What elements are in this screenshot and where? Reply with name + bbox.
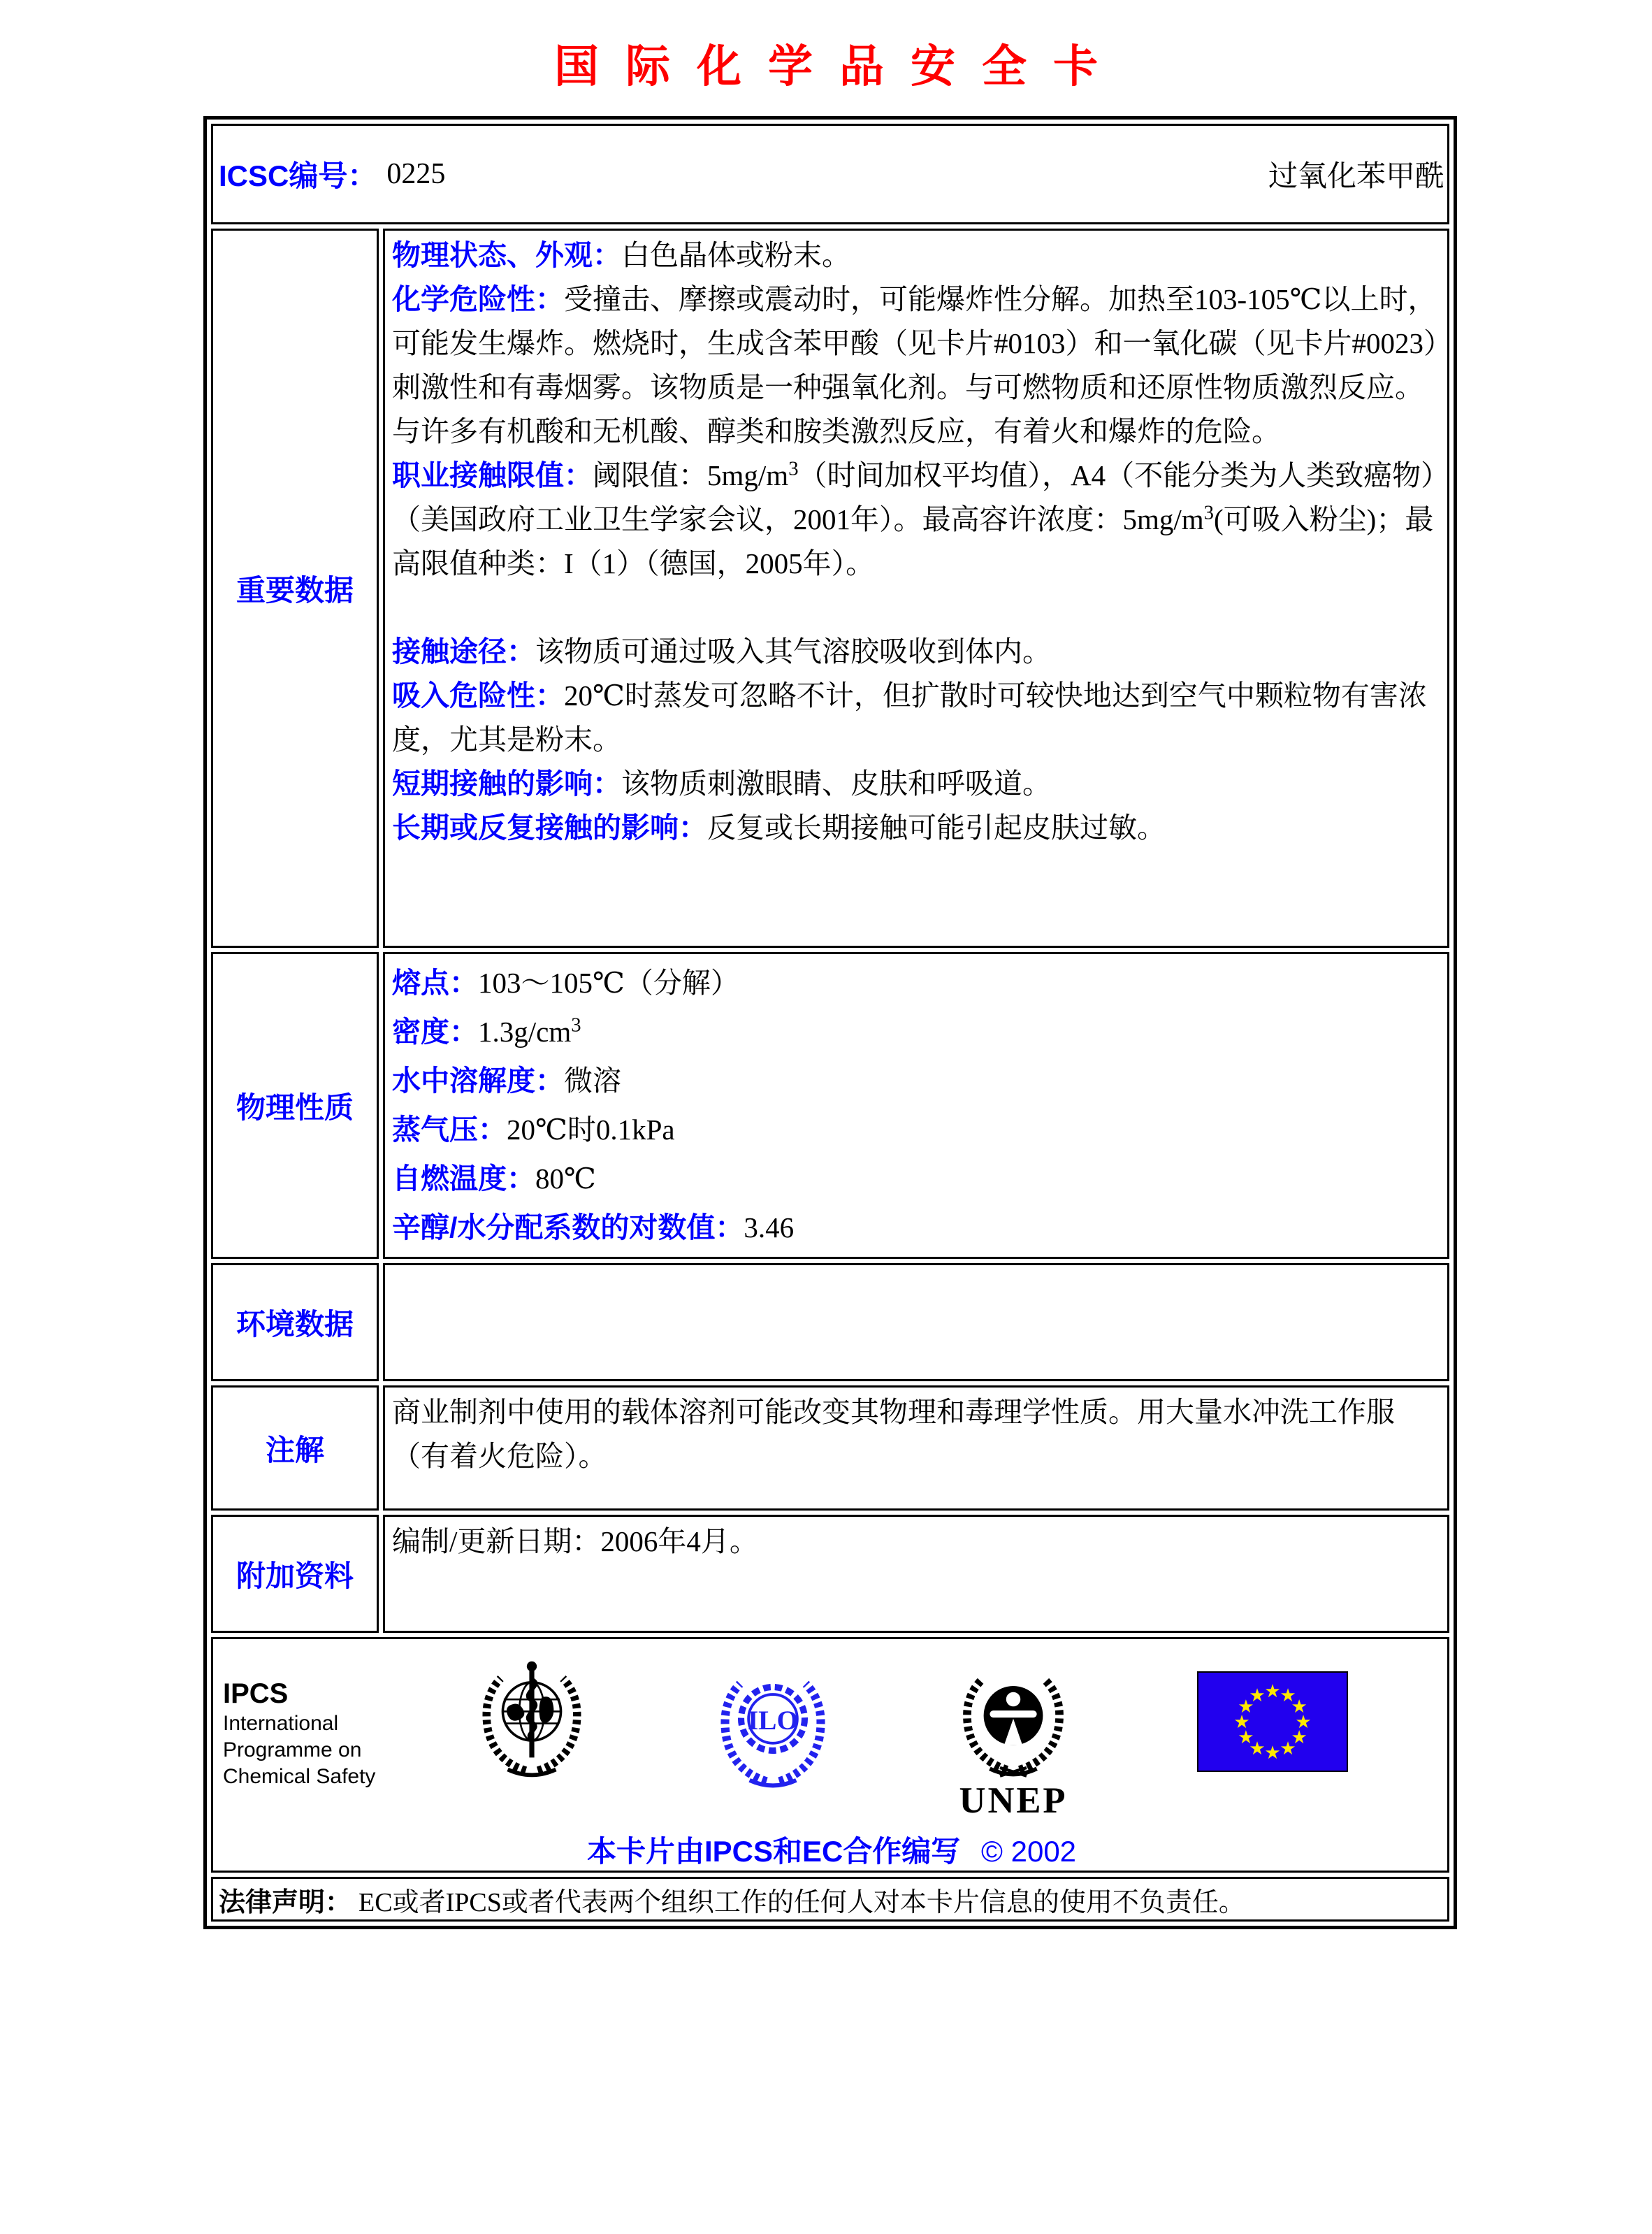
field-paragraph [392, 806, 1440, 850]
eu-star-icon: ★ [1238, 1696, 1254, 1717]
field-label: 自燃温度： [392, 1162, 535, 1195]
eu-star-icon: ★ [1233, 1712, 1250, 1733]
section-content-notes [383, 1385, 1449, 1511]
eu-star-icon: ★ [1280, 1738, 1296, 1760]
field-value: 反复或长期接触可能引起皮肤过敏。 [707, 812, 1166, 844]
eu-star-icon: ★ [1264, 1681, 1281, 1702]
card-table [203, 116, 1457, 1929]
section-row-notes [211, 1385, 1449, 1511]
field-value: 3.46 [744, 1211, 795, 1244]
field-paragraph [392, 674, 1440, 762]
unep-label: UNEP [959, 1780, 1068, 1821]
field-label: 密度： [392, 1016, 478, 1048]
eu-star-icon: ★ [1238, 1727, 1254, 1748]
section-label-additional-information: 附加资料 [211, 1515, 379, 1633]
field-paragraph [392, 1156, 1440, 1201]
credit-text: 本卡片由IPCS和EC合作编写 [586, 1835, 961, 1868]
field-value: 受撞击、摩擦或震动时，可能爆炸性分解。加热至103-105℃以上时，可能发生爆炸。燃烧时，生成含苯甲酸（见卡片#0103）和一氧化碳（见卡片#0023）刺激性和有毒烟雾。该物质是一种强氧化剂。与可燃物质和还原性物质激烈反应。与许多有机酸和无机酸、醇类和胺类激烈反应，有着火和爆炸的危险。 [392, 283, 1438, 447]
field-label: 辛醇/水分配系数的对数值： [392, 1211, 744, 1244]
field-label: 蒸气压： [392, 1114, 507, 1146]
section-row-important-data [211, 229, 1449, 948]
eu-star-icon: ★ [1249, 1738, 1266, 1760]
eu-star-icon: ★ [1291, 1696, 1307, 1717]
icsc-header-row [211, 124, 1449, 224]
logos-row [211, 1637, 1449, 1873]
section-content-additional-information [383, 1515, 1449, 1633]
field-paragraph [392, 960, 1440, 1005]
field-value: 20℃时0.1kPa [507, 1114, 675, 1146]
superscript-value: 3 [1203, 501, 1215, 524]
eu-flag-icon [1197, 1671, 1348, 1775]
ipcs-acronym: IPCS [223, 1678, 289, 1709]
eu-star-icon: ★ [1295, 1712, 1312, 1733]
section-label-environmental-data: 环境数据 [211, 1263, 379, 1381]
ipcs-line-3: Chemical Safety [223, 1765, 376, 1788]
page-title: 国际化学品安全卡 [554, 42, 1124, 92]
chemical-name: 过氧化苯甲酰 [1268, 161, 1444, 193]
field-paragraph [392, 233, 1440, 278]
field-value: 1.3g/cm [478, 1016, 572, 1048]
icsc-row-cell [211, 124, 1449, 224]
field-value: 白色晶体或粉末。 [621, 239, 850, 271]
section-content-important-data [383, 229, 1449, 948]
field-value: 微溶 [564, 1065, 621, 1097]
field-paragraph [392, 1058, 1440, 1103]
who-emblem-icon [472, 1657, 592, 1781]
icsc-number-label: ICSC编号： [219, 159, 377, 192]
field-paragraph [392, 630, 1440, 674]
field-paragraph [392, 454, 1440, 586]
field-paragraph [392, 1390, 1440, 1478]
field-label: 长期或反复接触的影响： [392, 812, 707, 844]
field-paragraph [392, 1205, 1440, 1250]
field-paragraph [392, 1009, 1440, 1054]
field-value: 该物质可通过吸入其气溶胶吸收到体内。 [535, 635, 1051, 668]
field-label: 熔点： [392, 967, 478, 999]
field-paragraph [392, 1107, 1440, 1152]
section-label-notes: 注解 [211, 1385, 379, 1511]
section-content-environmental-data [383, 1263, 1449, 1381]
field-value: 103～105℃（分解） [478, 967, 739, 999]
icsc-number-value: 0225 [386, 158, 446, 190]
eu-star-icon: ★ [1291, 1727, 1307, 1748]
field-label: 短期接触的影响： [392, 768, 621, 800]
eu-star-icon: ★ [1264, 1743, 1281, 1764]
ipcs-line-2: Programme on [223, 1738, 362, 1761]
logos-row-cell [211, 1637, 1449, 1873]
field-value: 80℃ [535, 1162, 596, 1195]
field-label: 职业接触限值： [392, 459, 593, 491]
disclaimer-row [211, 1877, 1449, 1922]
field-value: 商业制剂中使用的载体溶剂可能改变其物理和毒理学性质。用大量水冲洗工作服（有着火危险）。 [392, 1396, 1395, 1472]
field-value: （时间加权平均值），A4（不能分类为人类致癌物）（美国政府工业卫生学家会议，2001年）。最高容许浓度：5mg/m [392, 459, 1435, 535]
field-value: 编制/更新日期：2006年4月。 [392, 1525, 758, 1557]
field-label: 水中溶解度： [392, 1065, 564, 1097]
disclaimer-label: 法律声明： [219, 1887, 352, 1917]
ipcs-text-block [223, 1657, 398, 1790]
field-label: 吸入危险性： [392, 679, 564, 712]
eu-star-icon: ★ [1280, 1685, 1296, 1706]
section-label-important-data: 重要数据 [211, 229, 379, 948]
section-content-physical-properties [383, 952, 1449, 1259]
superscript-value: 3 [788, 457, 799, 480]
field-label: 化学危险性： [392, 283, 564, 315]
disclaimer-text: EC或者IPCS或者代表两个组织工作的任何人对本卡片信息的使用不负责任。 [358, 1887, 1245, 1917]
ilo-emblem-icon [709, 1657, 836, 1792]
eu-star-icon: ★ [1249, 1685, 1266, 1706]
field-paragraph [392, 762, 1440, 806]
credit-line [223, 1829, 1440, 1871]
field-paragraph [392, 1520, 1440, 1564]
field-value: 该物质刺激眼睛、皮肤和呼吸道。 [621, 768, 1051, 800]
superscript-value: 3 [571, 1014, 581, 1037]
field-value: 20℃时蒸发可忽略不计，但扩散时可较快地达到空气中颗粒物有害浓度，尤其是粉末。 [392, 679, 1427, 756]
field-value: (可吸入粉尘)；最高限值种类：I（1）（德国，2005年）。 [392, 503, 1434, 579]
field-label: 物理状态、外观： [392, 239, 621, 271]
ipcs-line-1: International [223, 1712, 339, 1735]
credit-copyright: © 2002 [980, 1835, 1077, 1868]
field-label: 接触途径： [392, 635, 535, 668]
disclaimer-row-cell [211, 1877, 1449, 1922]
section-row-environmental-data [211, 1263, 1449, 1381]
unep-emblem-icon [947, 1657, 1080, 1824]
field-paragraph [392, 278, 1440, 454]
field-value: 阈限值：5mg/m [593, 459, 789, 491]
section-row-additional-information [211, 1515, 1449, 1633]
svg-text:ILO: ILO [747, 1705, 799, 1736]
section-row-physical-properties [211, 952, 1449, 1259]
section-label-physical-properties: 物理性质 [211, 952, 379, 1259]
